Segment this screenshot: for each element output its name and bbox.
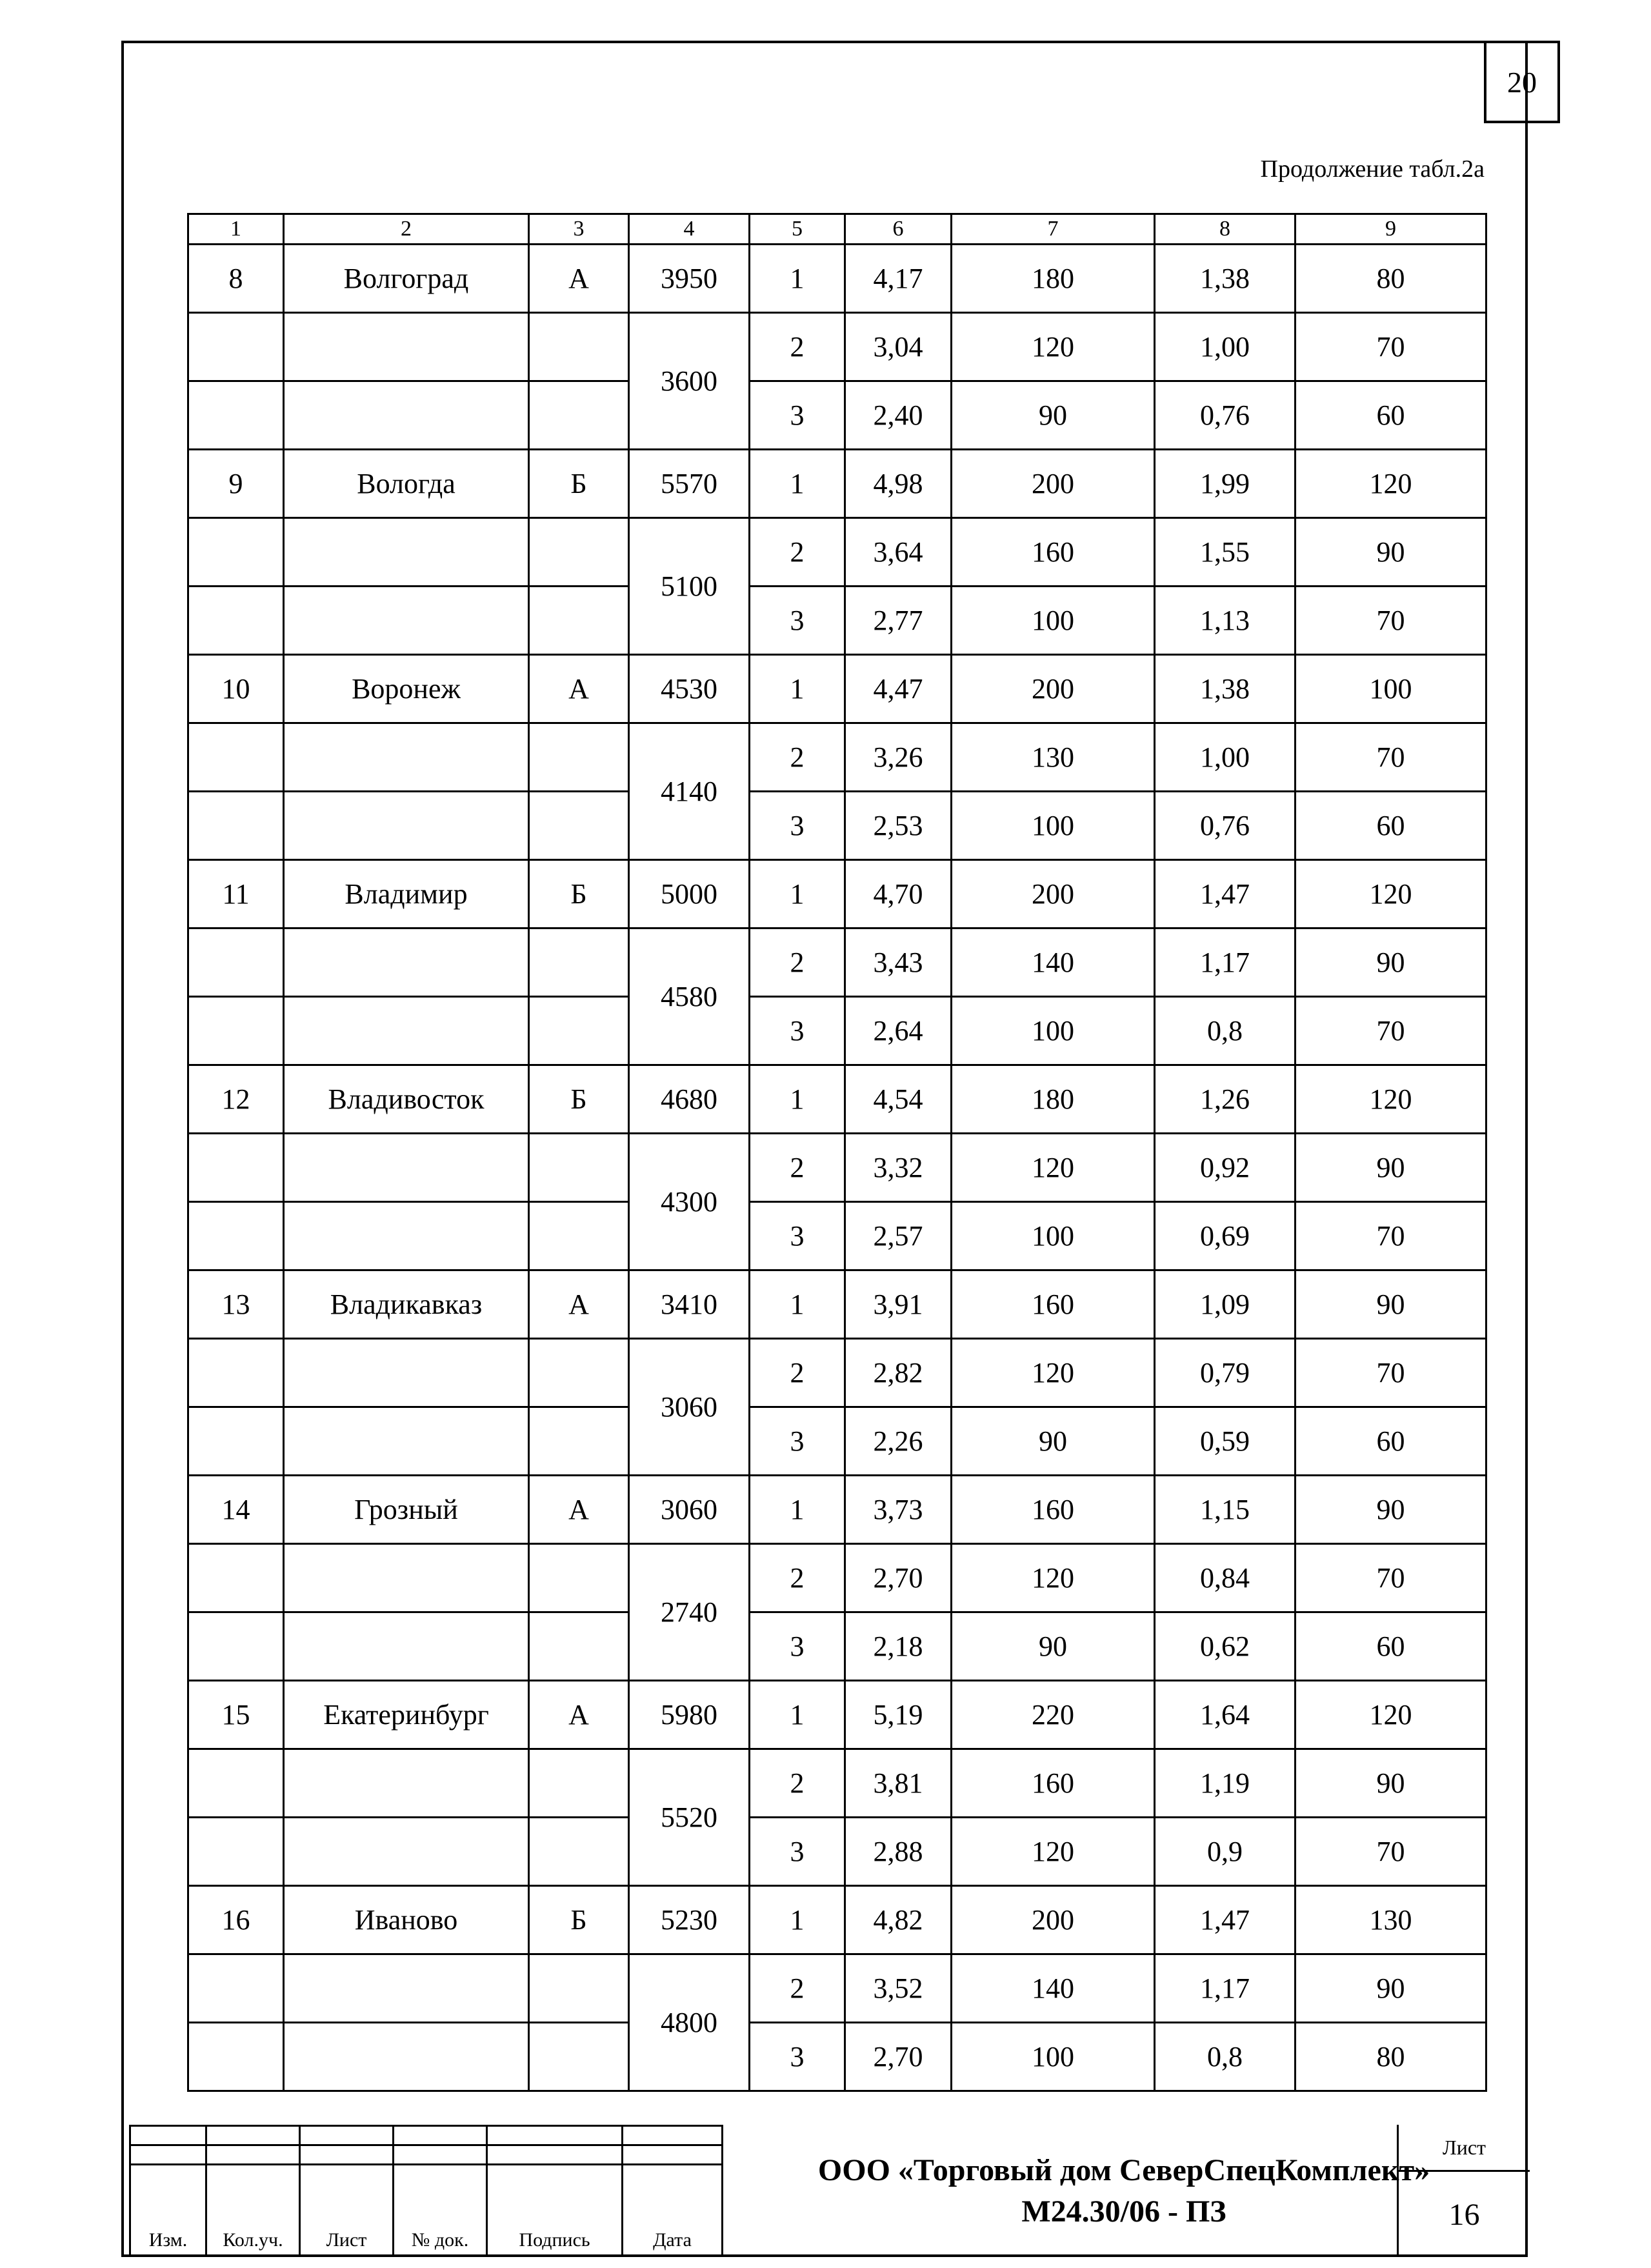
col4-cell: 4300 — [629, 1134, 750, 1270]
empty-cell — [284, 1612, 529, 1681]
table-caption: Продолжение табл.2а — [1260, 156, 1485, 183]
table-row — [188, 928, 1486, 997]
value-cell: 1,99 — [1155, 450, 1296, 518]
value-cell: 120 — [1296, 860, 1486, 928]
value-cell: 90 — [1296, 1270, 1486, 1339]
col4-cell: 5230 — [629, 1886, 750, 1954]
table-row — [188, 997, 1486, 1065]
value-cell: 60 — [1296, 1612, 1486, 1681]
value-cell: 90 — [1296, 518, 1486, 587]
value-cell: 2 — [750, 1749, 845, 1818]
data-table — [187, 213, 1487, 2092]
empty-cell — [188, 723, 284, 792]
empty-cell — [529, 1134, 629, 1202]
value-cell: 70 — [1296, 1544, 1486, 1612]
row-number-cell: 14 — [188, 1476, 284, 1544]
city-cell: Екатеринбург — [284, 1681, 529, 1749]
empty-cell — [284, 792, 529, 860]
stamp-label: Лист — [300, 2164, 394, 2256]
value-cell: 4,47 — [845, 655, 952, 723]
value-cell: 120 — [952, 1339, 1155, 1407]
table-row — [188, 723, 1486, 792]
empty-cell — [529, 2023, 629, 2091]
table-row — [188, 1202, 1486, 1270]
zone-cell: Б — [529, 860, 629, 928]
value-cell: 120 — [1296, 1065, 1486, 1134]
page-number: 20 — [1484, 41, 1560, 123]
value-cell: 70 — [1296, 313, 1486, 381]
col4-cell: 3410 — [629, 1270, 750, 1339]
value-cell: 3,04 — [845, 313, 952, 381]
value-cell: 1,17 — [1155, 1954, 1296, 2023]
empty-cell — [188, 381, 284, 450]
value-cell: 160 — [952, 1749, 1155, 1818]
value-cell: 0,76 — [1155, 381, 1296, 450]
value-cell: 0,69 — [1155, 1202, 1296, 1270]
value-cell: 1,26 — [1155, 1065, 1296, 1134]
col4-cell: 3950 — [629, 245, 750, 313]
table-row — [188, 1612, 1486, 1681]
empty-cell — [529, 723, 629, 792]
value-cell: 0,79 — [1155, 1339, 1296, 1407]
value-cell: 160 — [952, 518, 1155, 587]
city-cell: Иваново — [284, 1886, 529, 1954]
row-number-cell: 13 — [188, 1270, 284, 1339]
col4-cell: 5980 — [629, 1681, 750, 1749]
empty-cell — [284, 723, 529, 792]
value-cell: 2,77 — [845, 587, 952, 655]
value-cell: 90 — [1296, 1749, 1486, 1818]
value-cell: 4,98 — [845, 450, 952, 518]
city-cell: Воронеж — [284, 655, 529, 723]
empty-cell — [284, 1954, 529, 2023]
value-cell: 0,8 — [1155, 997, 1296, 1065]
empty-cell — [529, 792, 629, 860]
value-cell: 3 — [750, 587, 845, 655]
value-cell: 2 — [750, 518, 845, 587]
col4-cell: 4580 — [629, 928, 750, 1065]
stamp-label: № док. — [394, 2164, 487, 2256]
empty-cell — [188, 997, 284, 1065]
zone-cell: А — [529, 245, 629, 313]
value-cell: 80 — [1296, 245, 1486, 313]
value-cell: 2 — [750, 1954, 845, 2023]
value-cell: 100 — [952, 1202, 1155, 1270]
empty-cell — [188, 587, 284, 655]
value-cell: 2,88 — [845, 1818, 952, 1886]
value-cell: 140 — [952, 1954, 1155, 2023]
value-cell: 180 — [952, 1065, 1155, 1134]
value-cell: 0,62 — [1155, 1612, 1296, 1681]
value-cell: 2,57 — [845, 1202, 952, 1270]
value-cell: 2 — [750, 1134, 845, 1202]
row-number-cell: 9 — [188, 450, 284, 518]
empty-cell — [188, 1544, 284, 1612]
empty-cell — [284, 1544, 529, 1612]
value-cell: 1 — [750, 1065, 845, 1134]
value-cell: 2 — [750, 313, 845, 381]
empty-cell — [529, 518, 629, 587]
value-cell: 2 — [750, 1544, 845, 1612]
table-row — [188, 313, 1486, 381]
value-cell: 100 — [1296, 655, 1486, 723]
value-cell: 0,84 — [1155, 1544, 1296, 1612]
table-row — [188, 1886, 1486, 1954]
value-cell: 100 — [952, 2023, 1155, 2091]
value-cell: 1 — [750, 1681, 845, 1749]
table-row — [188, 1954, 1486, 2023]
empty-cell — [529, 1202, 629, 1270]
value-cell: 100 — [952, 997, 1155, 1065]
empty-cell — [529, 313, 629, 381]
table-row — [188, 1339, 1486, 1407]
value-cell: 1,17 — [1155, 928, 1296, 997]
col4-cell: 4680 — [629, 1065, 750, 1134]
zone-cell: А — [529, 1270, 629, 1339]
stamp-label: Подпись — [487, 2164, 623, 2256]
value-cell: 2 — [750, 928, 845, 997]
value-cell: 200 — [952, 1886, 1155, 1954]
header-cell: 6 — [845, 214, 952, 245]
value-cell: 4,70 — [845, 860, 952, 928]
empty-cell — [188, 1202, 284, 1270]
header-cell: 5 — [750, 214, 845, 245]
value-cell: 3 — [750, 381, 845, 450]
value-cell: 90 — [952, 1612, 1155, 1681]
value-cell: 2 — [750, 1339, 845, 1407]
row-number-cell: 16 — [188, 1886, 284, 1954]
empty-cell — [284, 1134, 529, 1202]
value-cell: 0,92 — [1155, 1134, 1296, 1202]
header-cell: 3 — [529, 214, 629, 245]
value-cell: 2,18 — [845, 1612, 952, 1681]
value-cell: 3 — [750, 1818, 845, 1886]
zone-cell: Б — [529, 1886, 629, 1954]
value-cell: 1 — [750, 245, 845, 313]
zone-cell: А — [529, 1476, 629, 1544]
value-cell: 70 — [1296, 587, 1486, 655]
value-cell: 2,70 — [845, 1544, 952, 1612]
empty-cell — [284, 1339, 529, 1407]
value-cell: 3,81 — [845, 1749, 952, 1818]
value-cell: 2,64 — [845, 997, 952, 1065]
table-row — [188, 1065, 1486, 1134]
value-cell: 5,19 — [845, 1681, 952, 1749]
empty-cell — [188, 518, 284, 587]
empty-cell — [188, 1339, 284, 1407]
value-cell: 90 — [1296, 1476, 1486, 1544]
value-cell: 120 — [952, 1544, 1155, 1612]
table-row — [188, 792, 1486, 860]
value-cell: 3,43 — [845, 928, 952, 997]
value-cell: 200 — [952, 655, 1155, 723]
value-cell: 130 — [1296, 1886, 1486, 1954]
header-cell: 7 — [952, 214, 1155, 245]
value-cell: 180 — [952, 245, 1155, 313]
value-cell: 1,00 — [1155, 723, 1296, 792]
empty-cell — [529, 1544, 629, 1612]
value-cell: 1 — [750, 450, 845, 518]
value-cell: 1,00 — [1155, 313, 1296, 381]
table-row — [188, 655, 1486, 723]
value-cell: 3,26 — [845, 723, 952, 792]
sheet-number: 16 — [1448, 2197, 1480, 2232]
value-cell: 0,8 — [1155, 2023, 1296, 2091]
col4-cell: 3600 — [629, 313, 750, 450]
table-row — [188, 245, 1486, 313]
zone-cell: А — [529, 1681, 629, 1749]
row-number-cell: 10 — [188, 655, 284, 723]
city-cell: Владикавказ — [284, 1270, 529, 1339]
value-cell: 200 — [952, 860, 1155, 928]
value-cell: 3,64 — [845, 518, 952, 587]
value-cell: 3,73 — [845, 1476, 952, 1544]
col4-cell: 4140 — [629, 723, 750, 860]
empty-cell — [529, 1818, 629, 1886]
value-cell: 1,13 — [1155, 587, 1296, 655]
value-cell: 70 — [1296, 997, 1486, 1065]
empty-cell — [529, 1749, 629, 1818]
value-cell: 120 — [1296, 450, 1486, 518]
value-cell: 4,54 — [845, 1065, 952, 1134]
empty-cell — [529, 587, 629, 655]
value-cell: 60 — [1296, 1407, 1486, 1476]
value-cell: 3 — [750, 2023, 845, 2091]
table-row — [188, 1476, 1486, 1544]
value-cell: 90 — [1296, 1954, 1486, 2023]
value-cell: 0,9 — [1155, 1818, 1296, 1886]
empty-cell — [284, 2023, 529, 2091]
table-row — [188, 1407, 1486, 1476]
table-row — [188, 450, 1486, 518]
sheet-label: Лист — [1399, 2125, 1530, 2172]
table-row — [188, 1681, 1486, 1749]
value-cell: 2,40 — [845, 381, 952, 450]
value-cell: 160 — [952, 1476, 1155, 1544]
header-cell: 1 — [188, 214, 284, 245]
value-cell: 90 — [952, 1407, 1155, 1476]
row-number-cell: 15 — [188, 1681, 284, 1749]
value-cell: 70 — [1296, 1818, 1486, 1886]
value-cell: 3 — [750, 1612, 845, 1681]
header-cell: 8 — [1155, 214, 1296, 245]
empty-cell — [188, 1612, 284, 1681]
value-cell: 70 — [1296, 1202, 1486, 1270]
row-number-cell: 8 — [188, 245, 284, 313]
value-cell: 1 — [750, 1270, 845, 1339]
col4-cell: 4530 — [629, 655, 750, 723]
zone-cell: Б — [529, 1065, 629, 1134]
table-row — [188, 1134, 1486, 1202]
value-cell: 100 — [952, 792, 1155, 860]
zone-cell: Б — [529, 450, 629, 518]
empty-cell — [284, 381, 529, 450]
table-row — [188, 1544, 1486, 1612]
table-row — [188, 587, 1486, 655]
value-cell: 1,38 — [1155, 245, 1296, 313]
empty-cell — [188, 1954, 284, 2023]
empty-cell — [188, 1134, 284, 1202]
col4-cell: 5100 — [629, 518, 750, 655]
col4-cell: 5520 — [629, 1749, 750, 1886]
value-cell: 90 — [1296, 1134, 1486, 1202]
value-cell: 2,26 — [845, 1407, 952, 1476]
table-row — [188, 518, 1486, 587]
value-cell: 2,70 — [845, 2023, 952, 2091]
empty-cell — [284, 1202, 529, 1270]
col4-cell: 3060 — [629, 1476, 750, 1544]
value-cell: 4,17 — [845, 245, 952, 313]
value-cell: 120 — [1296, 1681, 1486, 1749]
city-cell: Грозный — [284, 1476, 529, 1544]
city-cell: Владимир — [284, 860, 529, 928]
table-row — [188, 381, 1486, 450]
value-cell: 3 — [750, 792, 845, 860]
empty-cell — [529, 928, 629, 997]
row-number-cell: 11 — [188, 860, 284, 928]
value-cell: 1,64 — [1155, 1681, 1296, 1749]
empty-cell — [529, 1612, 629, 1681]
value-cell: 70 — [1296, 723, 1486, 792]
value-cell: 1,55 — [1155, 518, 1296, 587]
table-row — [188, 1749, 1486, 1818]
value-cell: 1,15 — [1155, 1476, 1296, 1544]
value-cell: 90 — [1296, 928, 1486, 997]
value-cell: 1,19 — [1155, 1749, 1296, 1818]
header-cell: 2 — [284, 214, 529, 245]
empty-cell — [284, 1818, 529, 1886]
value-cell: 1,09 — [1155, 1270, 1296, 1339]
value-cell: 220 — [952, 1681, 1155, 1749]
value-cell: 0,76 — [1155, 792, 1296, 860]
city-cell: Вологда — [284, 450, 529, 518]
document-code: М24.30/06 - ПЗ — [1021, 2194, 1226, 2229]
value-cell: 120 — [952, 313, 1155, 381]
value-cell: 130 — [952, 723, 1155, 792]
empty-cell — [188, 313, 284, 381]
empty-cell — [188, 1818, 284, 1886]
col4-cell: 5000 — [629, 860, 750, 928]
empty-cell — [284, 587, 529, 655]
empty-cell — [284, 1407, 529, 1476]
value-cell: 200 — [952, 450, 1155, 518]
value-cell: 2,82 — [845, 1339, 952, 1407]
empty-cell — [529, 381, 629, 450]
value-cell: 2 — [750, 723, 845, 792]
empty-cell — [188, 1749, 284, 1818]
city-cell: Владивосток — [284, 1065, 529, 1134]
value-cell: 3 — [750, 1407, 845, 1476]
empty-cell — [284, 313, 529, 381]
value-cell: 4,82 — [845, 1886, 952, 1954]
table-row — [188, 860, 1486, 928]
stamp-label: Изм. — [130, 2164, 206, 2256]
sheet-block — [1397, 2125, 1530, 2257]
value-cell: 2,53 — [845, 792, 952, 860]
value-cell: 3,32 — [845, 1134, 952, 1202]
value-cell: 1,47 — [1155, 1886, 1296, 1954]
empty-cell — [284, 518, 529, 587]
col4-cell: 2740 — [629, 1544, 750, 1681]
value-cell: 120 — [952, 1818, 1155, 1886]
value-cell: 1 — [750, 1476, 845, 1544]
value-cell: 3,91 — [845, 1270, 952, 1339]
value-cell: 140 — [952, 928, 1155, 997]
empty-cell — [284, 997, 529, 1065]
value-cell: 3,52 — [845, 1954, 952, 2023]
table-row — [188, 2023, 1486, 2091]
header-row — [188, 214, 1486, 245]
value-cell: 70 — [1296, 1339, 1486, 1407]
value-cell: 1,38 — [1155, 655, 1296, 723]
empty-cell — [529, 997, 629, 1065]
empty-cell — [188, 928, 284, 997]
empty-cell — [284, 1749, 529, 1818]
col4-cell: 3060 — [629, 1339, 750, 1476]
value-cell: 3 — [750, 997, 845, 1065]
stamp-label: Кол.уч. — [206, 2164, 300, 2256]
col4-cell: 5570 — [629, 450, 750, 518]
empty-cell — [529, 1954, 629, 2023]
value-cell: 0,59 — [1155, 1407, 1296, 1476]
empty-cell — [284, 928, 529, 997]
empty-cell — [188, 2023, 284, 2091]
city-cell: Волгоград — [284, 245, 529, 313]
empty-cell — [529, 1339, 629, 1407]
value-cell: 60 — [1296, 792, 1486, 860]
table-row — [188, 1270, 1486, 1339]
col4-cell: 4800 — [629, 1954, 750, 2091]
empty-cell — [529, 1407, 629, 1476]
value-cell: 100 — [952, 587, 1155, 655]
value-cell: 1 — [750, 1886, 845, 1954]
row-number-cell: 12 — [188, 1065, 284, 1134]
value-cell: 3 — [750, 1202, 845, 1270]
empty-cell — [188, 792, 284, 860]
empty-cell — [188, 1407, 284, 1476]
stamp-label: Дата — [623, 2164, 723, 2256]
value-cell: 120 — [952, 1134, 1155, 1202]
value-cell: 90 — [952, 381, 1155, 450]
table-row — [188, 1818, 1486, 1886]
organization-name: ООО «Торговый дом СеверСпецКомплект» — [817, 2153, 1430, 2187]
value-cell: 1,47 — [1155, 860, 1296, 928]
value-cell: 160 — [952, 1270, 1155, 1339]
header-cell: 4 — [629, 214, 750, 245]
header-cell: 9 — [1296, 214, 1486, 245]
value-cell: 60 — [1296, 381, 1486, 450]
zone-cell: А — [529, 655, 629, 723]
value-cell: 80 — [1296, 2023, 1486, 2091]
value-cell: 1 — [750, 655, 845, 723]
revision-table — [129, 2125, 723, 2257]
value-cell: 1 — [750, 860, 845, 928]
